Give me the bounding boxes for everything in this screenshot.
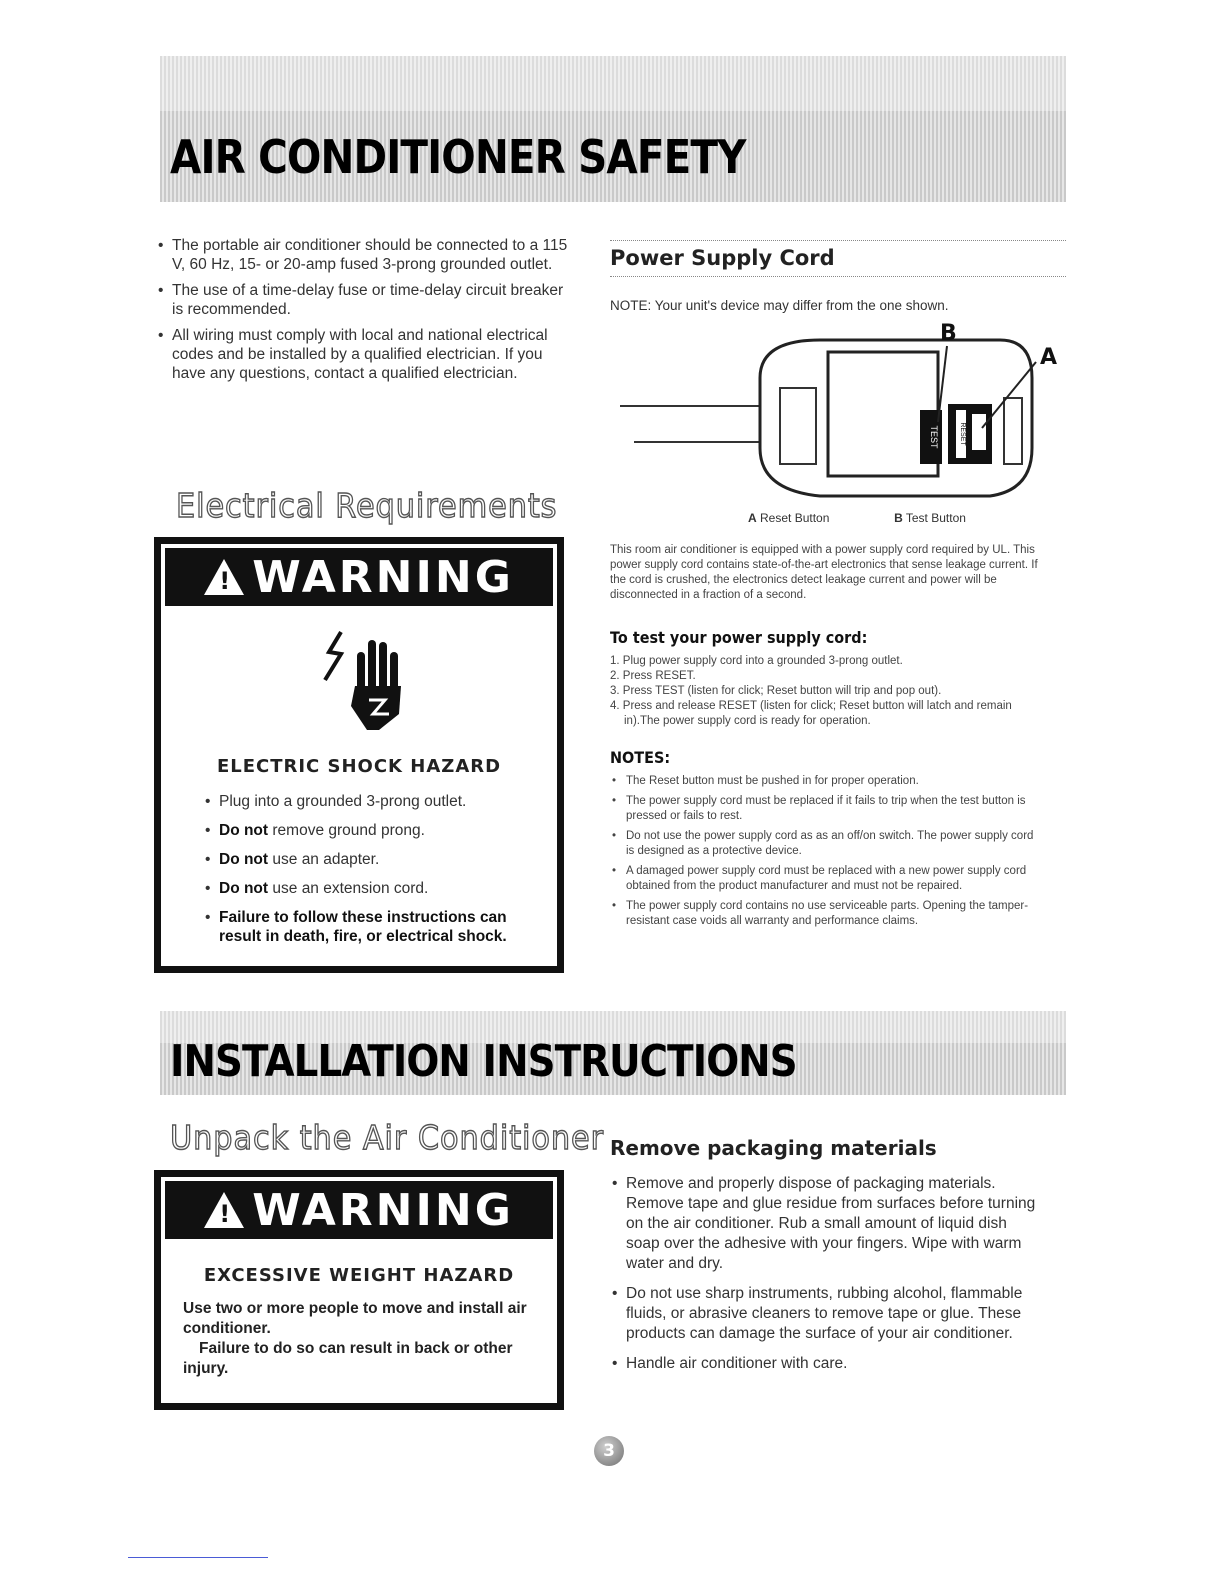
packaging-bullet-list xyxy=(612,1174,1042,1384)
caption-letter-a: A xyxy=(748,511,757,525)
warning-header xyxy=(165,1181,553,1239)
list-item: • The Reset button must be pushed in for proper operation. xyxy=(612,774,1040,789)
notes-list xyxy=(612,774,1040,934)
weight-failure: Failure to do so can result in back or other injury. xyxy=(183,1340,513,1377)
test-steps-list xyxy=(610,654,1030,729)
intro-bullet-list xyxy=(158,236,578,390)
list-item: 3. Press TEST (listen for click; Reset button will trip and pop out). xyxy=(610,685,942,697)
list-item: 2. Press RESET. xyxy=(610,670,696,682)
list-item: • Do not use the power supply cord as as an off/on switch. The power supply cord is designed as a protective device. xyxy=(612,829,1040,859)
electric-shock-warning-box xyxy=(154,537,564,973)
power-cord-device-diagram xyxy=(620,318,1060,504)
weight-hazard-title: EXCESSIVE WEIGHT HAZARD xyxy=(203,1265,515,1286)
list-item: • A damaged power supply cord must be replaced with a new power supply cord obtained from the product manufacturer and must not be repaired. xyxy=(612,864,1040,894)
list-item-emphasis: Do not xyxy=(219,880,269,897)
safety-banner xyxy=(160,56,1066,202)
list-item-emphasis: Do not xyxy=(219,851,269,868)
warning-header xyxy=(165,548,553,606)
list-item: • All wiring must comply with local and national electrical codes and be installed by a qualified electrician. If you have any questions, contact a qualified electrician. xyxy=(158,326,578,383)
list-item-text: use an adapter. xyxy=(272,851,380,868)
list-item xyxy=(205,821,545,840)
footnote-rule xyxy=(128,1557,268,1558)
list-item: • Do not use sharp instruments, rubbing alcohol, flammable fluids, or abrasive cleaners to remove tape or glue. These products can damage the surface of your air conditioner. xyxy=(612,1284,1042,1344)
list-item-text: Plug into a grounded 3-prong outlet. xyxy=(219,793,467,810)
divider xyxy=(610,276,1066,277)
diagram-label-a: A xyxy=(1040,345,1058,370)
reset-button-label: RESET xyxy=(959,422,966,446)
divider xyxy=(610,240,1066,241)
list-item: 1. Plug power supply cord into a grounded 3-prong outlet. xyxy=(610,655,903,667)
weight-instruction: Use two or more people to move and install air conditioner. xyxy=(183,1300,527,1337)
electrical-requirements-title: Electrical Requirements xyxy=(176,486,558,525)
diagram-caption xyxy=(748,511,966,525)
installation-banner-title: INSTALLATION INSTRUCTIONS xyxy=(170,1036,797,1087)
list-item xyxy=(205,879,545,898)
electric-shock-hand-icon xyxy=(311,622,421,734)
failure-statement: Failure to follow these instructions can result in death, fire, or electrical shock. xyxy=(219,909,507,945)
list-item: • Remove and properly dispose of packaging materials. Remove tape and glue residue from surfaces before turning on the air conditioner. Rub a small amount of liquid dish soap over the adhesive with your fingers. Wipe with warm water and dry. xyxy=(612,1174,1042,1274)
safety-banner-title: AIR CONDITIONER SAFETY xyxy=(170,130,746,184)
test-cord-heading: To test your power supply cord: xyxy=(610,628,868,647)
list-item xyxy=(205,850,545,869)
unpack-title: Unpack the Air Conditioner xyxy=(170,1118,605,1157)
list-item: • The use of a time-delay fuse or time-delay circuit breaker is recommended. xyxy=(158,281,578,319)
caption-reset-button: Reset Button xyxy=(760,511,830,525)
list-item xyxy=(205,792,545,811)
caption-letter-b: B xyxy=(894,511,903,525)
diagram-label-b: B xyxy=(940,321,957,346)
list-item-text: remove ground prong. xyxy=(272,822,425,839)
list-item: 4. Press and release RESET (listen for click; Reset button will latch and remain in).The power supply cord is ready for operation. xyxy=(610,700,1012,727)
caption-test-button: Test Button xyxy=(905,511,966,525)
weight-warning-box xyxy=(154,1170,564,1410)
warning-triangle-icon xyxy=(204,1192,244,1228)
warning-label: WARNING xyxy=(252,1184,514,1236)
list-item: • The power supply cord must be replaced if it fails to trip when the test button is pressed or fails to rest. xyxy=(612,794,1040,824)
list-item xyxy=(205,908,545,946)
remove-packaging-title: Remove packaging materials xyxy=(610,1136,937,1160)
device-note: NOTE: Your unit's device may differ from the one shown. xyxy=(610,298,949,313)
weight-warning-text xyxy=(183,1299,533,1379)
electric-shock-hazard-title: ELECTRIC SHOCK HAZARD xyxy=(216,756,502,777)
list-item-text: use an extension cord. xyxy=(272,880,429,897)
power-supply-cord-title: Power Supply Cord xyxy=(610,246,835,270)
list-item: • The power supply cord contains no use serviceable parts. Opening the tamper-resistant case voids all warranty and performance claims. xyxy=(612,899,1040,929)
power-cord-description: This room air conditioner is equipped with a power supply cord required by UL. This power supply cord contains state-of-the-art electronics that sense leakage current. If the cord is crushed, the electronics detect leakage current and power will be disconnected in a fraction of a second. xyxy=(610,544,1038,601)
installation-banner xyxy=(160,1011,1066,1095)
list-item-emphasis: Do not xyxy=(219,822,269,839)
page-number: 3 xyxy=(594,1436,624,1466)
warning-label: WARNING xyxy=(252,551,514,603)
list-item: • Handle air conditioner with care. xyxy=(612,1354,1042,1374)
warning-triangle-icon xyxy=(204,559,244,595)
notes-heading: NOTES: xyxy=(610,748,671,767)
list-item: • The portable air conditioner should be connected to a 115 V, 60 Hz, 15- or 20-amp fused 3-prong grounded outlet. xyxy=(158,236,578,274)
test-button-label: TEST xyxy=(929,425,939,449)
electrical-warning-list xyxy=(205,792,545,956)
